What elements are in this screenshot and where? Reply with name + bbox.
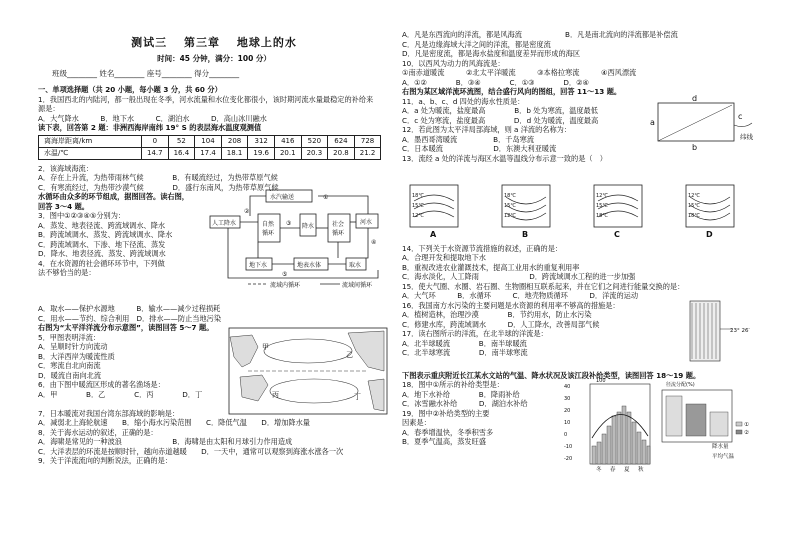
svg-text:15℃: 15℃ bbox=[412, 203, 424, 209]
water-cycle-diagram bbox=[208, 188, 393, 292]
svg-text:10: 10 bbox=[564, 420, 571, 426]
table-row: 水温/℃ 14.7 16.4 17.4 18.1 19.6 20.1 20.3 20.8 21.2 bbox=[39, 147, 381, 159]
legend-label: 平均气温 bbox=[712, 454, 735, 460]
svg-text:-20: -20 bbox=[564, 456, 573, 462]
question-4: 4．在水资源的社会循环环节中，下列做 bbox=[38, 258, 165, 268]
ocean-current-figure bbox=[686, 299, 760, 365]
diagram-label: 取水 bbox=[349, 262, 362, 270]
diagram-label: 地表水体 bbox=[297, 262, 322, 270]
question-7: 7．日本暖流对我国台湾东部海域的影响是： A．减弱北上海轮航速 B．缩小海水污染范围 C．降低气温 D．增加降水量 bbox=[38, 408, 310, 428]
diagram-label: 自然 bbox=[262, 221, 275, 229]
isotherm-options bbox=[402, 183, 762, 241]
question-14: 14．下列关于水资源节流措施的叙述，正确的是： A．合理开发和提取地下水 B．重视改进农业灌溉技术，提高工业用水的重复利用率 C．海水淡化，人工降雨 D．跨流域调水工程的进一步加强 bbox=[402, 243, 636, 281]
diagram-legend: 流域间循环 bbox=[342, 282, 373, 290]
cycle-intro: 水循环由众多的环节组成，据图回答。读右图， bbox=[38, 192, 189, 202]
box-letter: b bbox=[692, 143, 698, 151]
svg-text:20: 20 bbox=[564, 408, 571, 414]
pacific-map-block: 5．甲图表明洋流： A．呈顺时针方向流动 B．大洋西岸为暖流性质 C．寒流自北向南流 D．暖流自南向北流 6．由下图中暖流区形成的著名渔场是： A．甲 B．乙 C．丙 D．丁 甲 乙 丙 丁 bbox=[38, 333, 390, 409]
question-3: 3．图中①②③④⑤分别为： bbox=[38, 211, 126, 221]
figure-intro: 右图为某区域洋流环流图，结合盛行风向的图组，回答 11～13 题。 bbox=[402, 87, 622, 96]
legend-label: ② bbox=[744, 430, 749, 436]
svg-text:18℃: 18℃ bbox=[504, 193, 516, 199]
svg-text:12℃: 12℃ bbox=[688, 193, 700, 199]
svg-text:0: 0 bbox=[564, 432, 568, 438]
table-row: 离海岸距离/km 0 52 104 208 312 416 520 624 728 bbox=[39, 135, 381, 147]
svg-text:40: 40 bbox=[564, 384, 571, 390]
map-label: 丁 bbox=[354, 392, 361, 401]
right-column bbox=[402, 30, 762, 472]
diagram-label: 社会 bbox=[332, 221, 345, 229]
svg-text:④: ④ bbox=[371, 239, 377, 247]
page-title: 测试三 第三章 地球上的水 bbox=[131, 36, 297, 49]
svg-text:循环: 循环 bbox=[332, 230, 345, 238]
svg-text:12℃: 12℃ bbox=[412, 213, 424, 219]
question-12: 12．若此图为太平洋局部海域，则 a 洋流的名称为： bbox=[402, 125, 572, 134]
diagram-label: 地下水 bbox=[249, 262, 268, 270]
diagram-legend: 流域内循环 bbox=[270, 282, 301, 290]
latitude-label: 纬线 bbox=[740, 133, 753, 141]
svg-text:18℃: 18℃ bbox=[596, 213, 608, 219]
svg-text:①: ① bbox=[323, 194, 329, 202]
svg-text:春: 春 bbox=[610, 467, 616, 472]
question-9-options: A．凡是东西流向的洋流，都是风海流 B．凡是南北流向的洋流都是补偿流 C．凡是边缘海域大洋之间的洋流，都是密度流 D．凡是密度流，都是海水盐度和温度差异而形成的海区 bbox=[402, 30, 678, 58]
runoff-title: 径流分配(%) bbox=[666, 382, 695, 388]
question-1: 1．我国西北的内陆河，都一般出现在冬季，河水流量和水位变化都很小，该时期河流水量最稳定的补给来 源是： A．大气降水 B．地下水 C．湖泊水 D．高山冰川融水 bbox=[38, 94, 374, 123]
map-label: 甲 bbox=[262, 342, 269, 351]
svg-text:-10: -10 bbox=[564, 444, 573, 450]
diagram-label: 降水 bbox=[302, 223, 315, 231]
svg-text:18℃: 18℃ bbox=[688, 213, 700, 219]
option-label: A bbox=[430, 230, 437, 239]
legend-label: ① bbox=[744, 422, 749, 428]
climate-runoff-chart bbox=[562, 376, 762, 472]
current-box-block: 右图为某区域洋流环流图，结合盛行风向的图组，回答 11～13 题。 11．a、b、c、d 四处的海水性质是： A．a 处为暖流，盐度最高 B．b 处为寒流，温度最低 C．c 处为寒流，盐度最高 D．d 处为暖流，温度最高 12．若此图为太平洋局部海域，则 a 洋流的名称为： A．墨西哥湾暖流 B．千岛寒流 C．日本暖流 D．东澳大利亚暖流 13．流经 a 处的洋流与海区水温等温线分布示意一致的是（ ） d a c b 纬线 bbox=[402, 87, 762, 183]
svg-text:15℃: 15℃ bbox=[596, 203, 608, 209]
svg-text:100: 100 bbox=[596, 378, 606, 384]
left-column: 测试三 第三章 地球上的水 时间：45 分钟，满分：100 分） 班级________ 姓名________ 座号________ 得分________ 一、单项选择题（共 20 小题，每小题 3 分，共 60 分） 1．我国西北的内陆河，都一般出现在冬季，河水流量和水位变化都很小，该时期河流水量最稳定的补给来 源是： A．大气降水 B．地下水 C．湖泊水 D．高山冰川融水 读下表，回答第 2 题：非洲西海岸南纬 19° S 的表层海水温度观测值 离海岸距离/km 0 52 104 208 312 416 520 624 728 水温/℃ 14.7 16.4 17.4 18.1 19.6 20.1 20.3 20.8 21.2 2．该海域海流： A．存在上升流，为热带雨林气候 B．有暖流经过，为热带草原气候 C．有寒流经过，为热带沙漠气候 D．盛行东南风，为热带草原气候 水循环由众多的环节组成，据图回答。读右图， 回答 3～4 题。 3．图中①②③④⑤分别为： A．蒸发、地表径流、跨流域调水、降水 B．跨流域调水、蒸发、跨流域调水、降水 C．跨流域调水、下渗、地下径流、蒸发 D．降水、地表径流、蒸发、跨流域调水 4．在水资源的社会循环环节中，下列做 法不够恰当的是： 水汽输送 人工降水 自然 循环 降水 社会 循环 河水 地下水 地表水体 取水 流域内循环 流域间循环 ① ② ③ ④ ⑤ A．取水——保护水源地 B．输水——减少过程损耗 C．用水——节约、综合利用 D．排水——防止当地污染 右图为“太平洋洋流分布示意图”，读图回答 5～7 题。 5．甲图表明洋流： A．呈顺时针方向流动 B．大洋西岸为暖流性质 C．寒流自北向南流 D．暖流自南向北流 6．由下图中暖流区形成的著名渔场是： A．甲 B．乙 C．丙 D．丁 甲 乙 丙 丁 7．日本暖流对我国台湾东部海域的影响是： A．减弱北上海轮航速 B．缩小海水污染范围 C．降低气温 D．增加降水量 8．关于海水运动的叙述，正确的是： A．海啸是常见的一种波浪 B．海啸是由太阳和月球引力作用造成 C．大洋表层的环流是按顺时针，越向赤道越暖 D．一天中，通常可以观察到海涨水涨各一次 9．关于洋流流向的判断说法，正确的是： bbox=[38, 0, 390, 466]
svg-text:18℃: 18℃ bbox=[412, 193, 424, 199]
question-15: 15．使大气圈、水圈、岩石圈、生物圈相互联系起来，并在它们之间进行能量交换的是： A．大气环 B．水循环 C．地壳物质循环 D．洋流的运动 bbox=[402, 281, 685, 300]
svg-text:②: ② bbox=[244, 208, 250, 216]
question-16: 16．我国南方水污染的主要问题是水资源的利用率不够高的措施是： bbox=[402, 300, 620, 310]
water-cycle-block: 水循环由众多的环节组成，据图回答。读右图， 回答 3～4 题。 3．图中①②③④⑤分别为： A．蒸发、地表径流、跨流域调水、降水 B．跨流域调水、蒸发、跨流域调水、降水 C．跨流域调水、下渗、地下径流、蒸发 D．降水、地表径流、蒸发、跨流域调水 4．在水资源的社会循环环节中，下列做 法不够恰当的是： 水汽输送 人工降水 自然 循环 降水 社会 循环 河水 地下水 地表水体 取水 流域内循环 流域间循环 ① ② ③ ④ ⑤ bbox=[38, 192, 390, 304]
hydrology-block: 18．图中①所示的补给类型是： A．地下水补给 B．降雨补给 C．冰雪融水补给 D．湖泊水补给 19．图中②补给类型的主要 因素是： A．春季增温快，冬季积雪多 B．夏季气温高，蒸发旺盛 40 30 20 10 0 -10 -20 100 径流分配(%) 冬 春 夏 秋 ① ② 降水量 平均气温 bbox=[402, 380, 762, 472]
question-18: 18．图中①所示的补给类型是： bbox=[402, 380, 504, 389]
question-10: 10．以西风为动力的风海流是： ①南赤道暖流 ②北太平洋暖流 ③本格拉寒流 ④西风漂流 A．①② B．③④ C．①③ D．②④ bbox=[402, 58, 637, 87]
question-13: 13．流经 a 处的洋流与海区水温等温线分布示意一致的是（ ） bbox=[402, 153, 607, 163]
q16-17-block: 16．我国南方水污染的主要问题是水资源的利用率不够高的措施是： A．植树造林，治理沙漠 B．节约用水，防止水污染 C．修建水库，跨流域调水 D．人工降水，改善局部气候 17．读右图所示的洋流，在北半球的洋流是： A．北半球暖流 B．南半球暖流 C．北半球寒流 D．南半球寒流 23° 26′ bbox=[402, 301, 762, 371]
table-intro: 读下表，回答第 2 题：非洲西海岸南纬 19° S 的表层海水温度观测值 bbox=[38, 123, 262, 133]
box-letter: d bbox=[692, 95, 698, 103]
map-intro: 右图为“太平洋洋流分布示意图”，读图回答 5～7 题。 bbox=[38, 323, 214, 333]
current-loop-diagram bbox=[648, 95, 760, 151]
map-label: 乙 bbox=[346, 350, 353, 359]
svg-text:12℃: 12℃ bbox=[596, 193, 608, 199]
svg-text:30: 30 bbox=[564, 396, 571, 402]
question-17: 17．读右图所示的洋流，在北半球的洋流是： bbox=[402, 329, 548, 338]
svg-text:⑤: ⑤ bbox=[282, 271, 288, 279]
box-letter: a bbox=[650, 118, 655, 127]
section-heading: 一、单项选择题（共 20 小题，每小题 3 分，共 60 分） bbox=[38, 85, 222, 95]
svg-text:秋: 秋 bbox=[638, 467, 644, 472]
question-8: 8．关于海水运动的叙述，正确的是： A．海啸是常见的一种波浪 B．海啸是由太阳和月球引力作用造成 C．大洋表层的环流是按顺时针，越向赤道越暖 D．一天中，通常可以观察到海涨水涨各一次 bbox=[38, 427, 344, 456]
diagram-label: 人工降水 bbox=[212, 220, 237, 228]
question-11: 11．a、b、c、d 四处的海水性质是： bbox=[402, 96, 525, 106]
option-label: D bbox=[706, 230, 713, 239]
option-label: C bbox=[614, 230, 620, 239]
svg-text:③: ③ bbox=[286, 220, 292, 228]
diagram-label: 水汽输送 bbox=[270, 194, 295, 202]
option-label: B bbox=[522, 230, 529, 239]
question-2: 2．该海域海流： A．存在上升流，为热带雨林气候 B．有暖流经过，为热带草原气候 C．有寒流经过，为热带沙漠气候 D．盛行东南风，为热带草原气候 bbox=[38, 163, 279, 192]
student-info-line: 班级________ 姓名________ 座号________ 得分________ bbox=[52, 69, 240, 79]
pacific-current-map bbox=[228, 327, 388, 415]
diagram-label: 河水 bbox=[360, 219, 373, 227]
svg-text:冬: 冬 bbox=[596, 467, 602, 472]
question-19: 19．图中②补给类型的主要 bbox=[402, 408, 490, 418]
map-label: 丙 bbox=[272, 390, 279, 399]
question-6: 6．由下图中暖流区形成的著名渔场是： bbox=[38, 380, 165, 390]
svg-text:循环: 循环 bbox=[262, 230, 275, 238]
chart-intro: 下图表示重庆附近长江某水文站的气温、降水状况及该江段补给类型，读图回答 18～19 题。 bbox=[402, 370, 701, 380]
question-9: 9．关于洋流流向的判断说法，正确的是： bbox=[38, 456, 172, 466]
question-5: 5．甲图表明洋流： bbox=[38, 332, 101, 342]
page-subtitle: 时间：45 分钟，满分：100 分） bbox=[157, 53, 271, 63]
svg-text:15℃: 15℃ bbox=[504, 203, 516, 209]
box-letter: c bbox=[738, 112, 743, 121]
latitude-tick: 23° 26′ bbox=[730, 327, 750, 334]
legend-label: 降水量 bbox=[712, 444, 729, 450]
svg-text:夏: 夏 bbox=[624, 467, 630, 472]
svg-text:15℃: 15℃ bbox=[688, 203, 700, 209]
temperature-table bbox=[38, 135, 381, 160]
svg-text:12℃: 12℃ bbox=[504, 213, 516, 219]
